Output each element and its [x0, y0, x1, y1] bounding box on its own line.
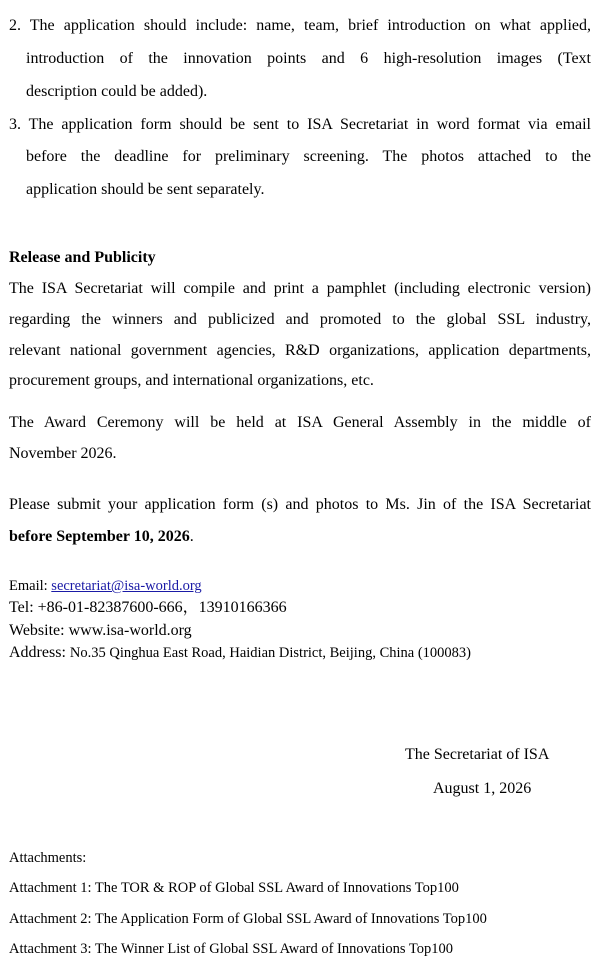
list-item-2-line-3: description could be added).	[26, 83, 208, 100]
signature-org: The Secretariat of ISA	[405, 746, 550, 763]
submit-paragraph-line-2	[9, 527, 194, 547]
ceremony-paragraph-line-1: The Award Ceremony will be held at ISA General Assembly in the middle of	[9, 414, 591, 431]
contact-tel: Tel: +86-01-82387600-666，13910166366	[9, 599, 287, 616]
signature-date: August 1, 2026	[433, 780, 532, 797]
list-item-2-line-1: 2. The application should include: name, team, brief introduction on what applied,	[9, 17, 591, 34]
list-item-3-line-3: application should be sent separately.	[26, 181, 265, 198]
attachments-heading: Attachments:	[9, 850, 87, 866]
contact-email	[9, 576, 202, 596]
attachment-item-1: Attachment 1: The TOR & ROP of Global SSL Award of Innovations Top100	[9, 880, 459, 896]
contact-address	[9, 643, 471, 663]
submit-period: .	[189, 528, 194, 545]
section-heading-release: Release and Publicity	[9, 249, 156, 266]
address-value: No.35 Qinghua East Road, Haidian District, Beijing, China (100083)	[69, 645, 471, 661]
address-label: Address:	[9, 644, 70, 661]
submit-deadline: before September 10, 2026	[9, 528, 190, 545]
email-link[interactable]: secretariat@isa-world.org	[51, 578, 202, 594]
list-item-3-line-2: before the deadline for preliminary screening. The photos attached to the	[26, 148, 591, 165]
email-label: Email:	[9, 578, 52, 594]
release-paragraph-1-line-2: regarding the winners and publicized and promoted to the global SSL industry,	[9, 311, 591, 328]
contact-website: Website: www.isa-world.org	[9, 622, 192, 639]
release-paragraph-1-line-1: The ISA Secretariat will compile and print a pamphlet (including electronic version)	[9, 280, 591, 297]
list-item-2-line-2: introduction of the innovation points and 6 high-resolution images (Text	[26, 50, 591, 67]
release-paragraph-1-line-3: relevant national government agencies, R&D organizations, application departments,	[9, 342, 591, 359]
attachment-item-3: Attachment 3: The Winner List of Global SSL Award of Innovations Top100	[9, 941, 453, 957]
submit-paragraph-line-1: Please submit your application form (s) and photos to Ms. Jin of the ISA Secretariat	[9, 496, 591, 513]
list-item-3-line-1: 3. The application form should be sent to ISA Secretariat in word format via email	[9, 116, 591, 133]
attachment-item-2: Attachment 2: The Application Form of Global SSL Award of Innovations Top100	[9, 911, 487, 927]
release-paragraph-1-line-4: procurement groups, and international organizations, etc.	[9, 372, 374, 389]
ceremony-paragraph-line-2: November 2026.	[9, 445, 117, 462]
